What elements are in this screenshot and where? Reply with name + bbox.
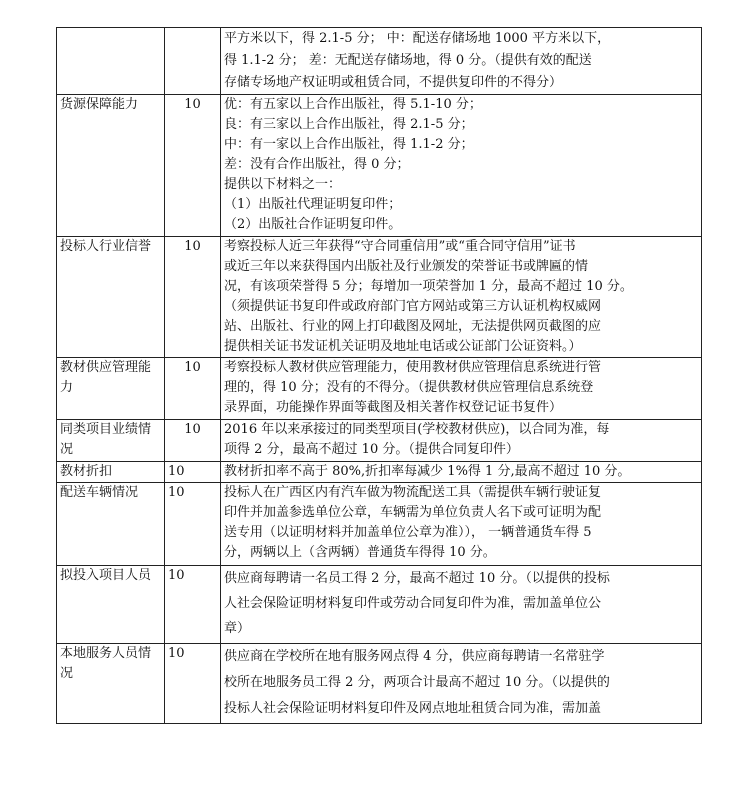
criterion-score: 10 bbox=[165, 95, 221, 237]
table-row bbox=[57, 566, 702, 644]
description-line: 得 1.1-2 分； 差：无配送存储场地，得 0 分。（提供有效的配送 bbox=[224, 53, 592, 68]
description-line: 优：有五家以上合作出版社，得 5.1-10 分； bbox=[224, 97, 482, 112]
criterion-name: 货源保障能力 bbox=[57, 95, 165, 237]
table-row bbox=[57, 358, 702, 420]
criterion-score: 10 bbox=[165, 566, 221, 644]
criterion-name: 同类项目业绩情况 bbox=[57, 420, 165, 462]
description-line: 校所在地服务员工得 2 分，两项合计最高不超过 10 分。（以提供的 bbox=[224, 675, 610, 690]
description-line: 分，两辆以上（含两辆）普通货车得得 10 分。 bbox=[224, 545, 496, 560]
description-line: 2016 年以来承接过的同类型项目(学校教材供应)，以合同为准，每 bbox=[224, 422, 610, 437]
description-line: 提供相关证书发证机关证明及地址电话或公证部门公证资料。） bbox=[224, 339, 582, 354]
description-line: 存储专场地产权证明或租赁合同，不提供复印件的不得分） bbox=[224, 75, 563, 90]
description-line: 平方米以下，得 2.1-5 分； 中：配送存储场地 1000 平方米以下， bbox=[224, 31, 611, 46]
criterion-score: 10 bbox=[165, 483, 221, 566]
description-line: （须提供证书复印件或政府部门官方网站或第三方认证机构权威网 bbox=[224, 299, 602, 314]
description-line: 送专用（以证明材料并加盖单位公章为准））， 一辆普通货车得 5 bbox=[224, 525, 592, 540]
criterion-name: 配送车辆情况 bbox=[57, 483, 165, 566]
criterion-name: 本地服务人员情况 bbox=[57, 644, 165, 724]
table-row bbox=[57, 237, 702, 358]
criterion-description bbox=[221, 420, 702, 462]
description-line: 考察投标人教材供应管理能力，使用教材供应管理信息系统进行管 bbox=[224, 360, 602, 375]
description-line: 教材折扣率不高于 80%,折扣率每减少 1%得 1 分,最高不超过 10 分。 bbox=[224, 464, 631, 479]
criterion-score: 10 bbox=[165, 462, 221, 483]
description-line: 况，有该项荣誉得 5 分；每增加一项荣誉加 1 分，最高不超过 10 分。 bbox=[224, 279, 633, 294]
table-row bbox=[57, 28, 702, 95]
description-line: （2）出版社合作证明复印件。 bbox=[224, 217, 402, 232]
description-line: 或近三年以来获得国内出版社及行业颁发的荣誉证书或牌匾的情 bbox=[224, 259, 589, 274]
criterion-description bbox=[221, 566, 702, 644]
table-row bbox=[57, 483, 702, 566]
criterion-score: 10 bbox=[165, 644, 221, 724]
criterion-name bbox=[57, 28, 165, 95]
description-line: 提供以下材料之一： bbox=[224, 177, 342, 192]
table-row bbox=[57, 462, 702, 483]
criterion-description bbox=[221, 95, 702, 237]
criterion-score: 10 bbox=[165, 358, 221, 420]
criterion-name: 投标人行业信誉 bbox=[57, 237, 165, 358]
criterion-score bbox=[165, 28, 221, 95]
description-line: 项得 2 分，最高不超过 10 分。（提供合同复印件） bbox=[224, 442, 519, 457]
criterion-name: 教材供应管理能力 bbox=[57, 358, 165, 420]
description-line: 中：有一家以上合作出版社，得 1.1-2 分； bbox=[224, 137, 474, 152]
description-line: 录界面，功能操作界面等截图及相关著作权登记证书复件） bbox=[224, 400, 563, 415]
criterion-description bbox=[221, 483, 702, 566]
criterion-description bbox=[221, 358, 702, 420]
description-line: 章） bbox=[224, 621, 251, 636]
description-line: （1）出版社代理证明复印件； bbox=[224, 197, 402, 212]
description-line: 印件并加盖参选单位公章，车辆需为单位负责人名下或可证明为配 bbox=[224, 505, 602, 520]
criterion-score: 10 bbox=[165, 420, 221, 462]
description-line: 良：有三家以上合作出版社，得 2.1-5 分； bbox=[224, 117, 474, 132]
criterion-name: 拟投入项目人员 bbox=[57, 566, 165, 644]
scoring-table bbox=[56, 27, 702, 724]
criterion-description bbox=[221, 462, 702, 483]
description-line: 差：没有合作出版社，得 0 分； bbox=[224, 157, 410, 172]
criterion-score: 10 bbox=[165, 237, 221, 358]
criterion-description bbox=[221, 237, 702, 358]
description-line: 供应商每聘请一名员工得 2 分，最高不超过 10 分。（以提供的投标 bbox=[224, 571, 610, 586]
criterion-description bbox=[221, 28, 702, 95]
table-row bbox=[57, 644, 702, 724]
criterion-name: 教材折扣 bbox=[57, 462, 165, 483]
description-line: 投标人社会保险证明材料复印件及网点地址租赁合同为准，需加盖 bbox=[224, 701, 602, 716]
table-row bbox=[57, 95, 702, 237]
criterion-description bbox=[221, 644, 702, 724]
description-line: 人社会保险证明材料复印件或劳动合同复印件为准，需加盖单位公 bbox=[224, 596, 602, 611]
description-line: 供应商在学校所在地有服务网点得 4 分，供应商每聘请一名常驻学 bbox=[224, 649, 605, 664]
description-line: 站、出版社、行业的网上打印截图及网址，无法提供网页截图的应 bbox=[224, 319, 602, 334]
description-line: 考察投标人近三年获得“守合同重信用”或“重合同守信用”证书 bbox=[224, 239, 576, 254]
description-line: 投标人在广西区内有汽车做为物流配送工具（需提供车辆行驶证复 bbox=[224, 485, 602, 500]
description-line: 理的，得 10 分；没有的不得分。（提供教材供应管理信息系统登 bbox=[224, 380, 594, 395]
table-row bbox=[57, 420, 702, 462]
